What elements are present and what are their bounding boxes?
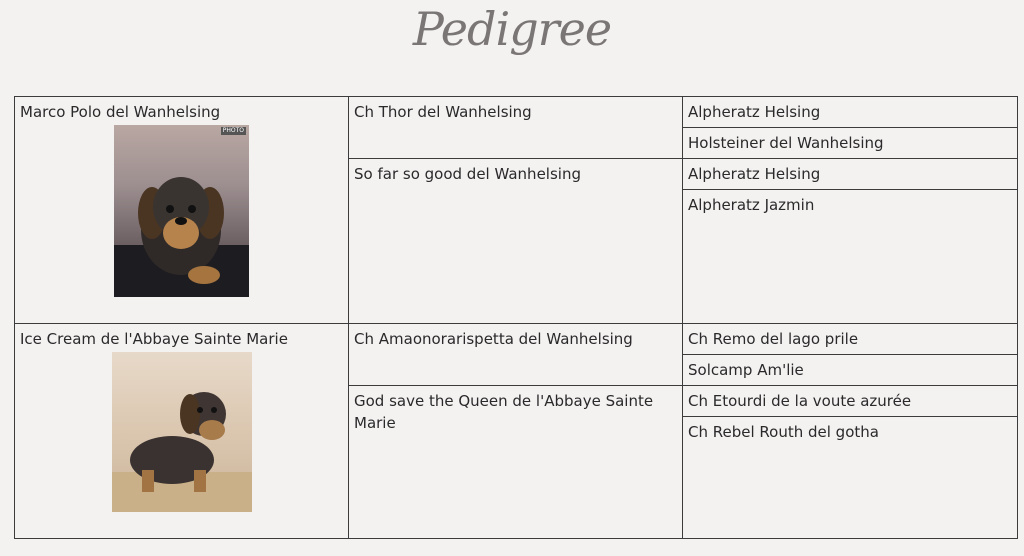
dog-photo [112, 352, 252, 512]
photo-watermark: PHOTO [222, 127, 244, 134]
dog-cell [15, 324, 349, 539]
sire-cell: Ch Amaonorarispetta del Wanhelsing [349, 324, 683, 386]
dog-name: Ice Cream de l'Abbaye Sainte Marie [20, 330, 288, 348]
grandparent-cell: Alpheratz Helsing [683, 97, 1018, 128]
page-title: Pedigree [412, 2, 612, 56]
grandparent-cell: Ch Rebel Routh del gotha [683, 417, 1018, 539]
grandparent-cell: Holsteiner del Wanhelsing [683, 128, 1018, 159]
grandparent-cell: Alpheratz Jazmin [683, 190, 1018, 324]
grandparent-cell: Alpheratz Helsing [683, 159, 1018, 190]
dog-name: Marco Polo del Wanhelsing [20, 103, 221, 121]
sire-cell: Ch Thor del Wanhelsing [349, 97, 683, 159]
dog-cell [15, 97, 349, 324]
pedigree-table [14, 96, 1018, 539]
dam-cell: So far so good del Wanhelsing [349, 159, 683, 324]
dog-photo [114, 125, 249, 297]
dam-cell: God save the Queen de l'Abbaye Sainte Marie [349, 386, 683, 539]
grandparent-cell: Ch Remo del lago prile [683, 324, 1018, 355]
grandparent-cell: Solcamp Am'lie [683, 355, 1018, 386]
grandparent-cell: Ch Etourdi de la voute azurée [683, 386, 1018, 417]
